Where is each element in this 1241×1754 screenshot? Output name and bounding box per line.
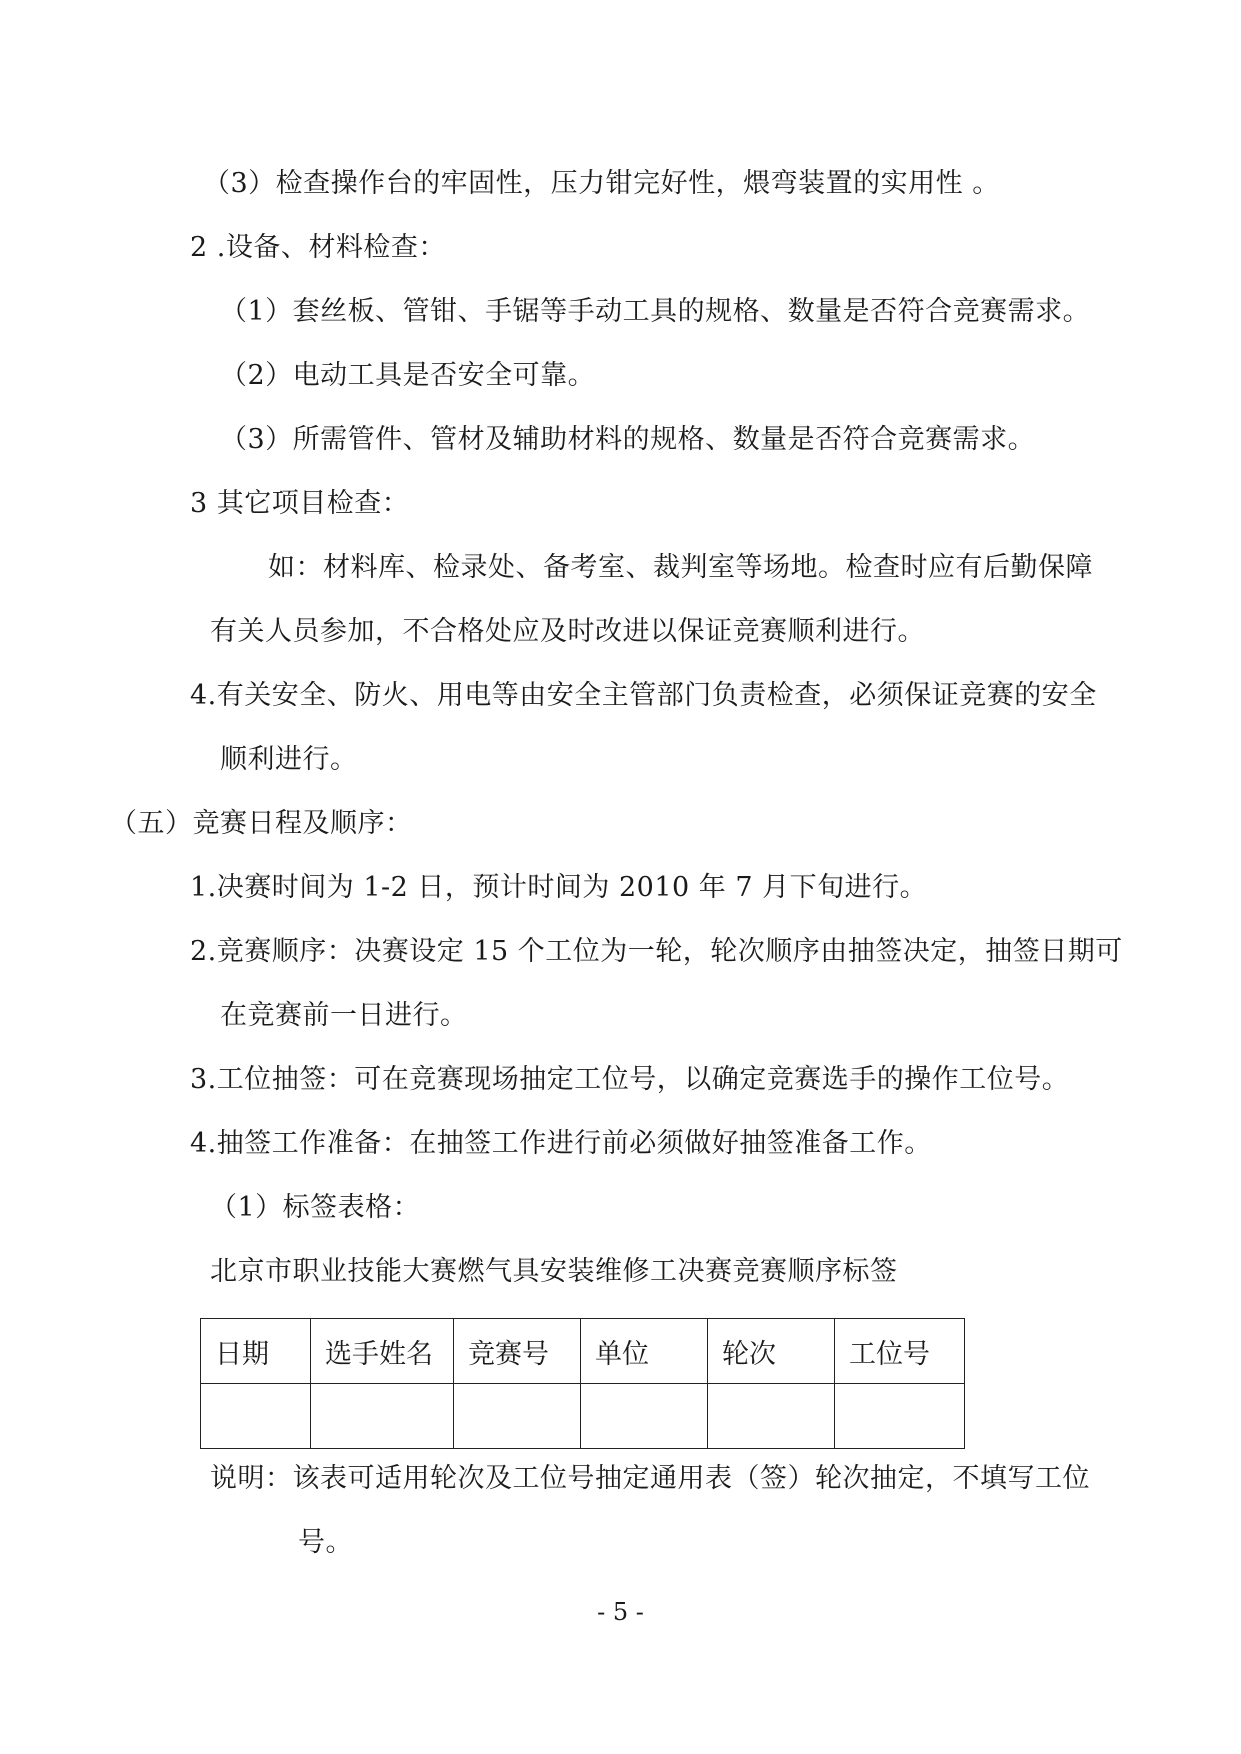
header-round: 轮次 [708,1319,835,1384]
table-caption: 北京市职业技能大赛燃气具安装维修工决赛竞赛顺序标签 [210,1256,898,1287]
text-line-6: 3 其它项目检查： [190,488,410,519]
header-contest-number: 竞赛号 [454,1319,581,1384]
text-line-9: 4.有关安全、防火、用电等由安全主管部门负责检查，必须保证竞赛的安全 [190,680,1097,711]
text-line-1: （3）检查操作台的牢固性，压力钳完好性，煨弯装置的实用性 。 [203,168,1000,199]
table-cell [201,1384,311,1449]
text-line-14: 在竞赛前一日进行。 [220,1000,468,1031]
note-line-2: 号。 [298,1527,353,1558]
header-unit: 单位 [581,1319,708,1384]
text-line-8: 有关人员参加，不合格处应及时改进以保证竞赛顺利进行。 [210,616,925,647]
table-cell [708,1384,835,1449]
text-line-10: 顺利进行。 [220,744,358,775]
text-line-3: （1）套丝板、管钳、手锯等手动工具的规格、数量是否符合竞赛需求。 [220,296,1091,327]
table-row [201,1384,965,1449]
text-line-17: （1）标签表格： [210,1192,421,1223]
header-date: 日期 [201,1319,311,1384]
header-contestant-name: 选手姓名 [311,1319,454,1384]
draw-sign-table [200,1318,965,1449]
text-line-7: 如：材料库、检录处、备考室、裁判室等场地。检查时应有后勤保障 [268,552,1093,583]
table-cell [835,1384,965,1449]
note-line-1: 说明：该表可适用轮次及工位号抽定通用表（签）轮次抽定，不填写工位 [210,1463,1090,1494]
text-line-15: 3.工位抽签：可在竞赛现场抽定工位号，以确定竞赛选手的操作工位号。 [190,1064,1070,1095]
page-number: - 5 - [597,1598,644,1626]
table-header-row [201,1319,965,1384]
text-line-5: （3）所需管件、管材及辅助材料的规格、数量是否符合竞赛需求。 [220,424,1036,455]
table-cell [311,1384,454,1449]
text-line-13: 2.竞赛顺序：决赛设定 15 个工位为一轮，轮次顺序由抽签决定，抽签日期可 [190,936,1123,967]
table-cell [454,1384,581,1449]
text-line-2: 2 .设备、材料检查： [190,232,446,263]
header-station-number: 工位号 [835,1319,965,1384]
section-heading: （五）竞赛日程及顺序： [110,808,413,839]
table-cell [581,1384,708,1449]
text-line-12: 1.决赛时间为 1-2 日，预计时间为 2010 年 7 月下旬进行。 [190,872,928,903]
text-line-4: （2）电动工具是否安全可靠。 [220,360,596,391]
text-line-16: 4.抽签工作准备：在抽签工作进行前必须做好抽签准备工作。 [190,1128,932,1159]
